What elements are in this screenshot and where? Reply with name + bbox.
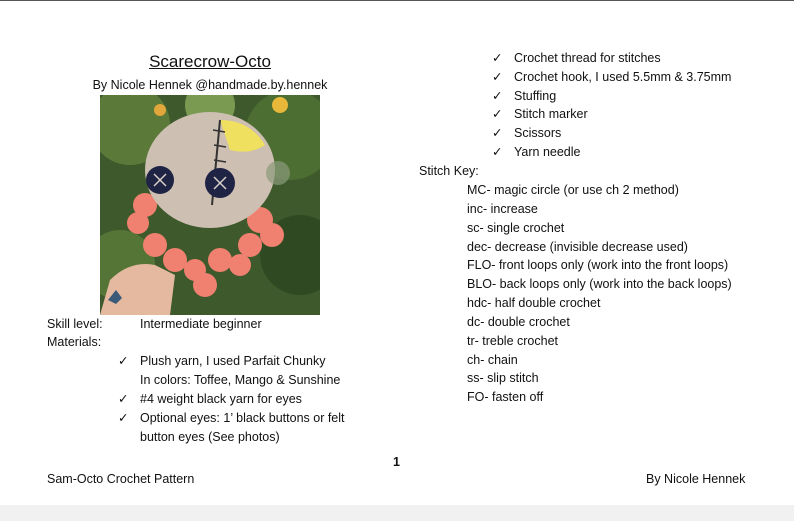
- check-icon: ✓: [492, 126, 503, 140]
- page-number: 1: [393, 455, 400, 469]
- footer-right: By Nicole Hennek: [646, 472, 746, 486]
- material-item: Optional eyes: 1’ black buttons or felt: [140, 411, 345, 425]
- check-icon: ✓: [492, 70, 503, 84]
- materials-label: Materials:: [47, 335, 102, 349]
- stitch-key-item: FO- fasten off: [467, 390, 544, 404]
- stitch-key-item: ss- slip stitch: [467, 371, 539, 385]
- check-icon: ✓: [492, 107, 503, 121]
- stitch-key-item: sc- single crochet: [467, 221, 565, 235]
- plush-photo-illustration: [100, 95, 320, 315]
- stitch-key-item: FLO- front loops only (work into the front loops): [467, 258, 729, 272]
- check-icon: ✓: [118, 392, 129, 406]
- material-item-continued: button eyes (See photos): [140, 430, 280, 444]
- stitch-key-item: BLO- back loops only (work into the back loops): [467, 277, 732, 291]
- material-item: Stitch marker: [514, 107, 588, 121]
- material-item: #4 weight black yarn for eyes: [140, 392, 302, 406]
- material-item: Plush yarn, I used Parfait Chunky: [140, 354, 326, 368]
- stitch-key-item: tr- treble crochet: [467, 334, 559, 348]
- stitch-key-item: dec- decrease (invisible decrease used): [467, 240, 688, 254]
- stitch-key-item: MC- magic circle (or use ch 2 method): [467, 183, 679, 197]
- check-icon: ✓: [118, 411, 129, 425]
- check-icon: ✓: [492, 89, 503, 103]
- skill-level-value: Intermediate beginner: [140, 317, 262, 331]
- author-byline: By Nicole Hennek @handmade.by.hennek: [92, 78, 328, 92]
- material-item: Stuffing: [514, 89, 557, 103]
- material-item: Yarn needle: [514, 145, 581, 159]
- material-item: Crochet thread for stitches: [514, 51, 661, 65]
- stitch-key-item: dc- double crochet: [467, 315, 570, 329]
- stitch-key-item: ch- chain: [467, 353, 518, 367]
- pattern-title: Scarecrow-Octo: [149, 52, 271, 71]
- stitch-key-item: hdc- half double crochet: [467, 296, 601, 310]
- stitch-key-label: Stitch Key:: [419, 164, 479, 178]
- skill-level-label: Skill level:: [47, 317, 103, 331]
- stitch-key-item: inc- increase: [467, 202, 538, 216]
- material-item: Crochet hook, I used 5.5mm & 3.75mm: [514, 70, 732, 84]
- material-item: Scissors: [514, 126, 562, 140]
- check-icon: ✓: [492, 145, 503, 159]
- check-icon: ✓: [492, 51, 503, 65]
- check-icon: ✓: [118, 354, 129, 368]
- footer-left: Sam-Octo Crochet Pattern: [47, 472, 195, 486]
- plush-photo: [100, 95, 320, 315]
- material-item-continued: In colors: Toffee, Mango & Sunshine: [140, 373, 341, 387]
